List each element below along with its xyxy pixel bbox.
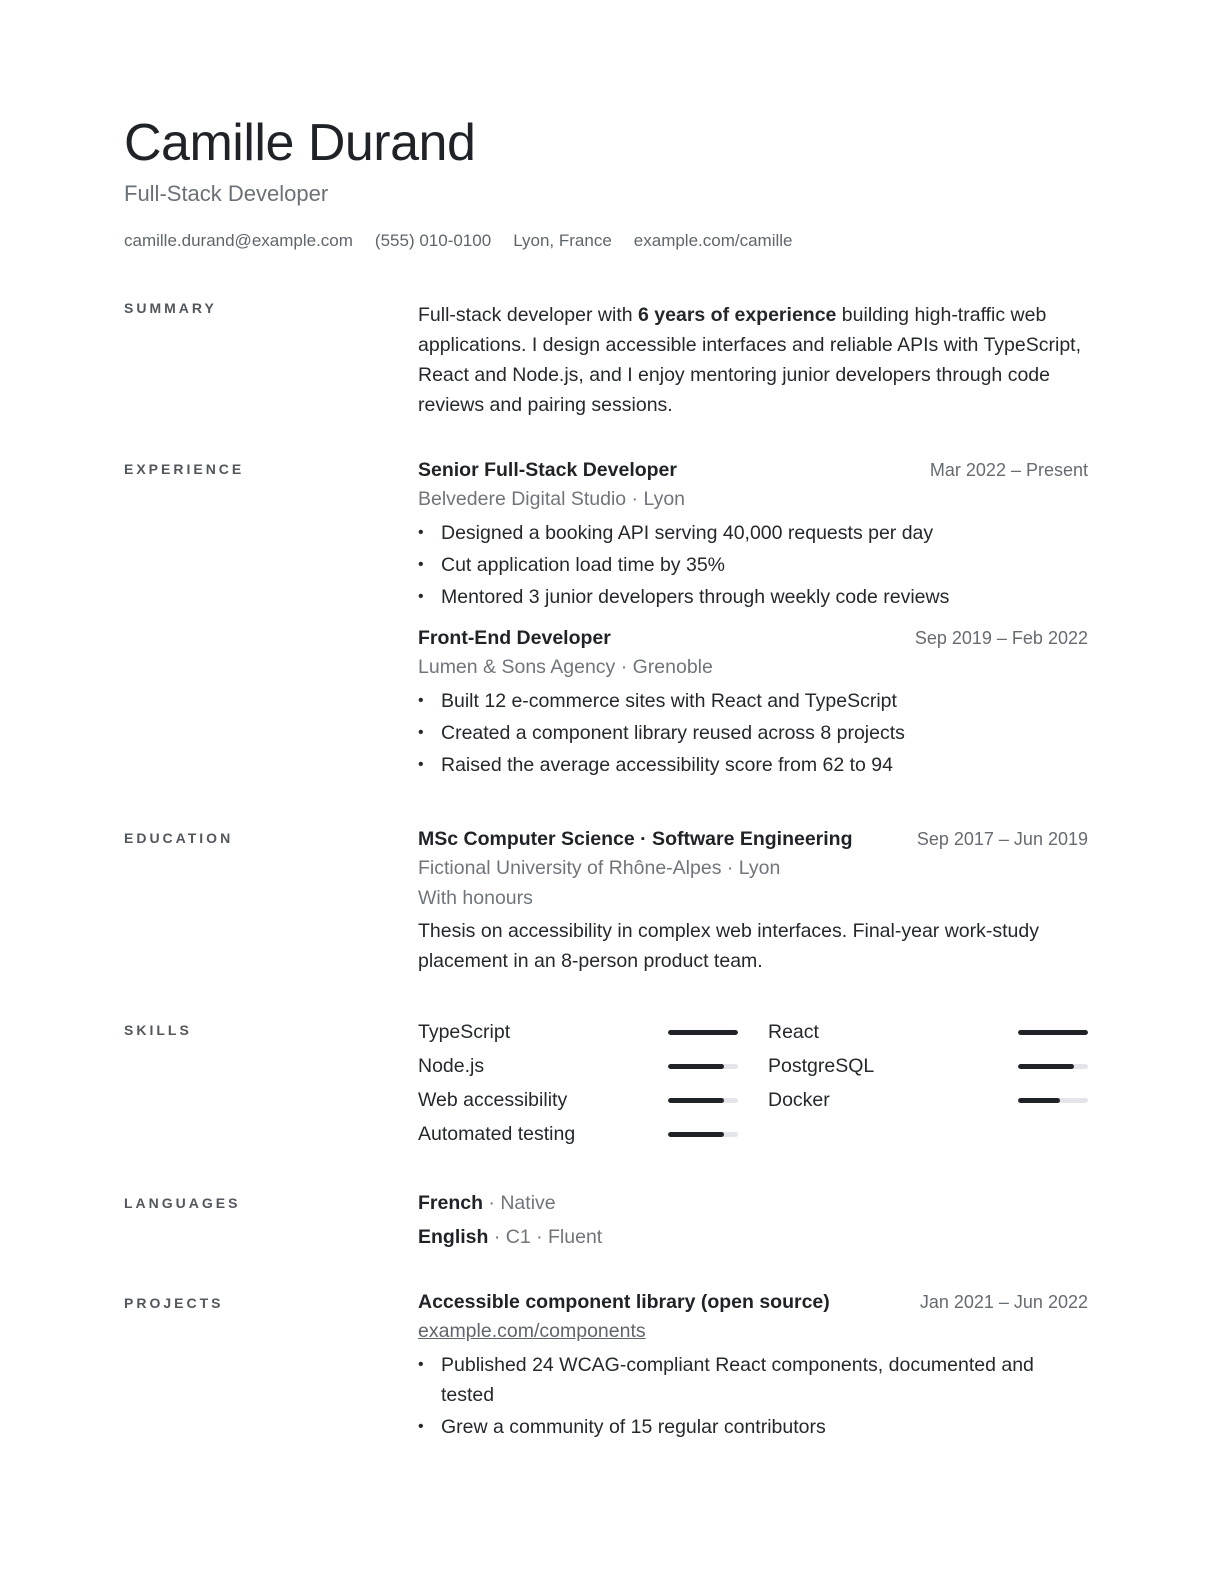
contact-website[interactable]: example.com/camille: [633, 231, 793, 250]
job-bullet: • Built 12 e-commerce sites with React and TypeScript: [418, 686, 1088, 716]
section-label-skills: SKILLS: [124, 1022, 192, 1038]
skill-item: [768, 1051, 1088, 1081]
degree-dates: Sep 2017 – Jun 2019: [916, 829, 1088, 849]
job-title: Front-End Developer: [418, 627, 611, 649]
skill-name: Node.js: [418, 1054, 485, 1077]
skill-name: React: [768, 1020, 819, 1043]
section-label-languages: LANGUAGES: [124, 1195, 241, 1211]
skill-level-bar: [1018, 1064, 1088, 1069]
skill-level-bar: [668, 1064, 738, 1069]
skill-level-fill: [668, 1098, 724, 1103]
skill-level-fill: [668, 1030, 738, 1035]
section-label-summary: SUMMARY: [124, 300, 217, 316]
skill-level-bar: [668, 1098, 738, 1103]
project-title: Accessible component library (open source): [418, 1291, 830, 1313]
contact-phone: (555) 010-0100: [374, 231, 492, 250]
skill-item: [418, 1051, 738, 1081]
skill-level-bar: [668, 1132, 738, 1137]
skill-level-fill: [668, 1132, 724, 1137]
job-entry: [418, 456, 1088, 612]
skill-level-bar: [1018, 1030, 1088, 1035]
candidate-name: Camille Durand: [124, 114, 476, 172]
language-level: · C1 · Fluent: [488, 1226, 603, 1248]
skills-grid: [418, 1017, 1088, 1149]
job-title: Senior Full-Stack Developer: [418, 459, 677, 481]
skill-level-fill: [668, 1064, 724, 1069]
summary-text: Full-stack developer with 6 years of experience building high-traffic web applications. I design accessible interfaces and reliable APIs with TypeScript, React and Node.js, and I enjoy mentoring junior developers through code reviews and pairing sessions.: [418, 304, 1081, 416]
skill-item: [418, 1017, 738, 1047]
job-bullet: • Raised the average accessibility score from 62 to 94: [418, 750, 1088, 780]
skill-level-bar: [1018, 1098, 1088, 1103]
skill-level-fill: [1018, 1098, 1060, 1103]
job-entry: [418, 624, 1088, 780]
project-bullet: • Published 24 WCAG-compliant React components, documented and tested: [418, 1350, 1088, 1410]
resume-header: [124, 112, 1104, 252]
language-level: · Native: [483, 1192, 556, 1214]
skill-item: [418, 1119, 738, 1149]
candidate-role: Full-Stack Developer: [124, 181, 329, 206]
degree-title: MSc Computer Science · Software Engineering: [418, 828, 853, 850]
skill-level-bar: [668, 1030, 738, 1035]
skill-item: [418, 1085, 738, 1115]
job-bullet: • Mentored 3 junior developers through weekly code reviews: [418, 582, 1088, 612]
contact-email[interactable]: camille.durand@example.com: [124, 231, 353, 250]
skill-level-fill: [1018, 1064, 1074, 1069]
project-bullet: • Grew a community of 15 regular contributors: [418, 1412, 1088, 1442]
skill-name: Automated testing: [418, 1122, 576, 1145]
skill-name: PostgreSQL: [768, 1054, 875, 1077]
section-label-education: EDUCATION: [124, 830, 234, 846]
skill-name: Web accessibility: [418, 1088, 568, 1111]
job-dates: Mar 2022 – Present: [929, 460, 1088, 480]
project-link[interactable]: example.com/components: [418, 1320, 646, 1342]
degree-honours: With honours: [418, 887, 533, 909]
school-name: Fictional University of Rhône-Alpes · Lyon: [418, 857, 781, 879]
job-dates: Sep 2019 – Feb 2022: [914, 628, 1088, 648]
language-item: [418, 1186, 1088, 1220]
contact-line: [124, 230, 1104, 252]
job-bullet: • Cut application load time by 35%: [418, 550, 1088, 580]
contact-location: Lyon, France: [513, 231, 612, 250]
job-company: Lumen & Sons Agency · Grenoble: [418, 656, 713, 678]
job-company: Belvedere Digital Studio · Lyon: [418, 488, 686, 510]
language-name: French: [418, 1192, 484, 1214]
job-bullet: • Created a component library reused across 8 projects: [418, 718, 1088, 748]
skill-name: Docker: [768, 1088, 830, 1111]
section-label-projects: PROJECTS: [124, 1295, 224, 1311]
language-name: English: [418, 1226, 489, 1248]
job-bullet: • Designed a booking API serving 40,000 requests per day: [418, 518, 1088, 548]
section-label-experience: EXPERIENCE: [124, 461, 245, 477]
language-item: [418, 1220, 1088, 1254]
skill-item: [768, 1085, 1088, 1115]
skill-item: [768, 1017, 1088, 1047]
skill-name: TypeScript: [418, 1020, 511, 1043]
education-description: Thesis on accessibility in complex web interfaces. Final-year work-study placement in an 8-person product team.: [418, 920, 1039, 972]
project-dates: Jan 2021 – Jun 2022: [919, 1292, 1088, 1312]
skill-level-fill: [1018, 1030, 1088, 1035]
